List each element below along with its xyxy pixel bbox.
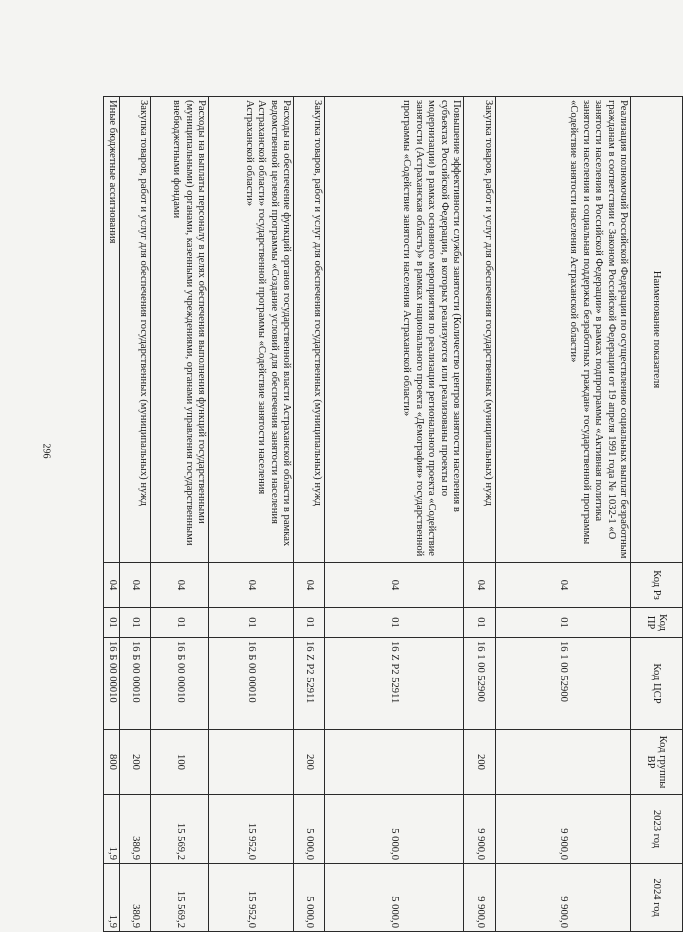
table-row xyxy=(464,97,496,932)
row-vr: 800 xyxy=(104,730,120,795)
row-2024: 15 569,2 xyxy=(151,864,209,932)
row-2023: 9 900,0 xyxy=(464,795,496,864)
row-vr: 100 xyxy=(151,730,209,795)
row-2024: 380,9 xyxy=(120,864,151,932)
row-pr: 01 xyxy=(120,608,151,638)
row-rz: 04 xyxy=(120,563,151,608)
row-name: Реализация полномочий Российской Федерации по осуществлению социальных выплат безработным гражданам в соответствии с Законом Российской Федерации от 19 апреля 1991 года № 1032-1 «О занятости населения в Российской Федерации» в рамках подпрограммы «Активная политика занятости населения и социальная поддержка безработных граждан» государственной программы «Содействие занятости населения Астраханской области» xyxy=(496,97,631,563)
table-row xyxy=(294,97,325,932)
row-name: Расходы на выплаты персоналу в целях обеспечения выполнения функций государственными (муниципальными) органами, казенными учреждениями, органами управления государственными внебюджетными фондами xyxy=(151,97,209,563)
row-2024: 15 952,0 xyxy=(209,864,294,932)
row-pr: 01 xyxy=(104,608,120,638)
row-vr: 200 xyxy=(120,730,151,795)
row-2023: 9 900,0 xyxy=(496,795,631,864)
row-csr: 16 Б 00 00010 xyxy=(120,638,151,730)
row-vr xyxy=(496,730,631,795)
row-pr: 01 xyxy=(464,608,496,638)
row-2023: 15 952,0 xyxy=(209,795,294,864)
table-row xyxy=(104,97,120,932)
row-rz: 04 xyxy=(209,563,294,608)
header-name: Наименование показателя xyxy=(631,97,683,563)
header-2024: 2024 год xyxy=(631,864,683,932)
row-rz: 04 xyxy=(496,563,631,608)
page-number: 296 xyxy=(40,443,52,459)
row-rz: 04 xyxy=(464,563,496,608)
row-name: Повышение эффективности службы занятости (Количество центров занятости населения в субъектах Российской Федерации, в которых реализуются или реализованы проекты по модернизации) в рамках основного мероприятия по реализации регионального проекта «Содействие занятости (Астраханская область)» в рамках национального проекта «Демография» государственной программы «Содействие занятости населения Астраханской области» xyxy=(325,97,464,563)
row-name: Закупка товаров, работ и услуг для обеспечения государственных (муниципальных) нужд xyxy=(294,97,325,563)
row-2023: 380,9 xyxy=(120,795,151,864)
row-csr: 16 Б 00 00010 xyxy=(151,638,209,730)
row-2023: 5 000,0 xyxy=(325,795,464,864)
header-rz: Код Рз xyxy=(631,563,683,608)
row-pr: 01 xyxy=(325,608,464,638)
row-name: Закупка товаров, работ и услуг для обеспечения государственных (муниципальных) нужд xyxy=(120,97,151,563)
row-name: Иные бюджетные ассигнования xyxy=(104,97,120,563)
row-pr: 01 xyxy=(496,608,631,638)
row-2024: 5 000,0 xyxy=(294,864,325,932)
row-vr: 200 xyxy=(464,730,496,795)
row-rz: 04 xyxy=(325,563,464,608)
table-header-row xyxy=(631,97,683,932)
table-row xyxy=(496,97,631,932)
row-rz: 04 xyxy=(151,563,209,608)
row-2024: 9 900,0 xyxy=(496,864,631,932)
row-pr: 01 xyxy=(294,608,325,638)
table-row xyxy=(151,97,209,932)
row-csr: 16 1 00 52900 xyxy=(496,638,631,730)
table-row xyxy=(120,97,151,932)
header-csr: Код ЦСР xyxy=(631,638,683,730)
row-rz: 04 xyxy=(104,563,120,608)
row-csr: 16 Z P2 52911 xyxy=(294,638,325,730)
table-row xyxy=(325,97,464,932)
row-csr: 16 Б 00 00010 xyxy=(209,638,294,730)
row-2023: 5 000,0 xyxy=(294,795,325,864)
row-pr: 01 xyxy=(209,608,294,638)
row-csr: 16 Б 00 00010 xyxy=(104,638,120,730)
table-row xyxy=(209,97,294,932)
row-name: Закупка товаров, работ и услуг для обеспечения государственных (муниципальных) нужд xyxy=(464,97,496,563)
row-vr xyxy=(325,730,464,795)
header-vr: Код группы ВР xyxy=(631,730,683,795)
row-vr: 200 xyxy=(294,730,325,795)
row-pr: 01 xyxy=(151,608,209,638)
row-2023: 15 569,2 xyxy=(151,795,209,864)
row-vr xyxy=(209,730,294,795)
row-2024: 5 000,0 xyxy=(325,864,464,932)
row-name: Расходы на обеспечение функций органов государственной власти Астраханской области в рамках ведомственной целевой программы «Создание условий для обеспечения занятости населения Астраханской области» государственной программы «Содействие занятости населения Астраханской области» xyxy=(209,97,294,563)
header-2023: 2023 год xyxy=(631,795,683,864)
budget-table-rotated xyxy=(106,96,683,931)
header-pr: Код ПР xyxy=(631,608,683,638)
budget-table xyxy=(103,96,683,932)
row-2023: 1,9 xyxy=(104,795,120,864)
row-csr: 16 1 00 52900 xyxy=(464,638,496,730)
row-rz: 04 xyxy=(294,563,325,608)
row-csr: 16 Z P2 52911 xyxy=(325,638,464,730)
row-2024: 1,9 xyxy=(104,864,120,932)
row-2024: 9 900,0 xyxy=(464,864,496,932)
